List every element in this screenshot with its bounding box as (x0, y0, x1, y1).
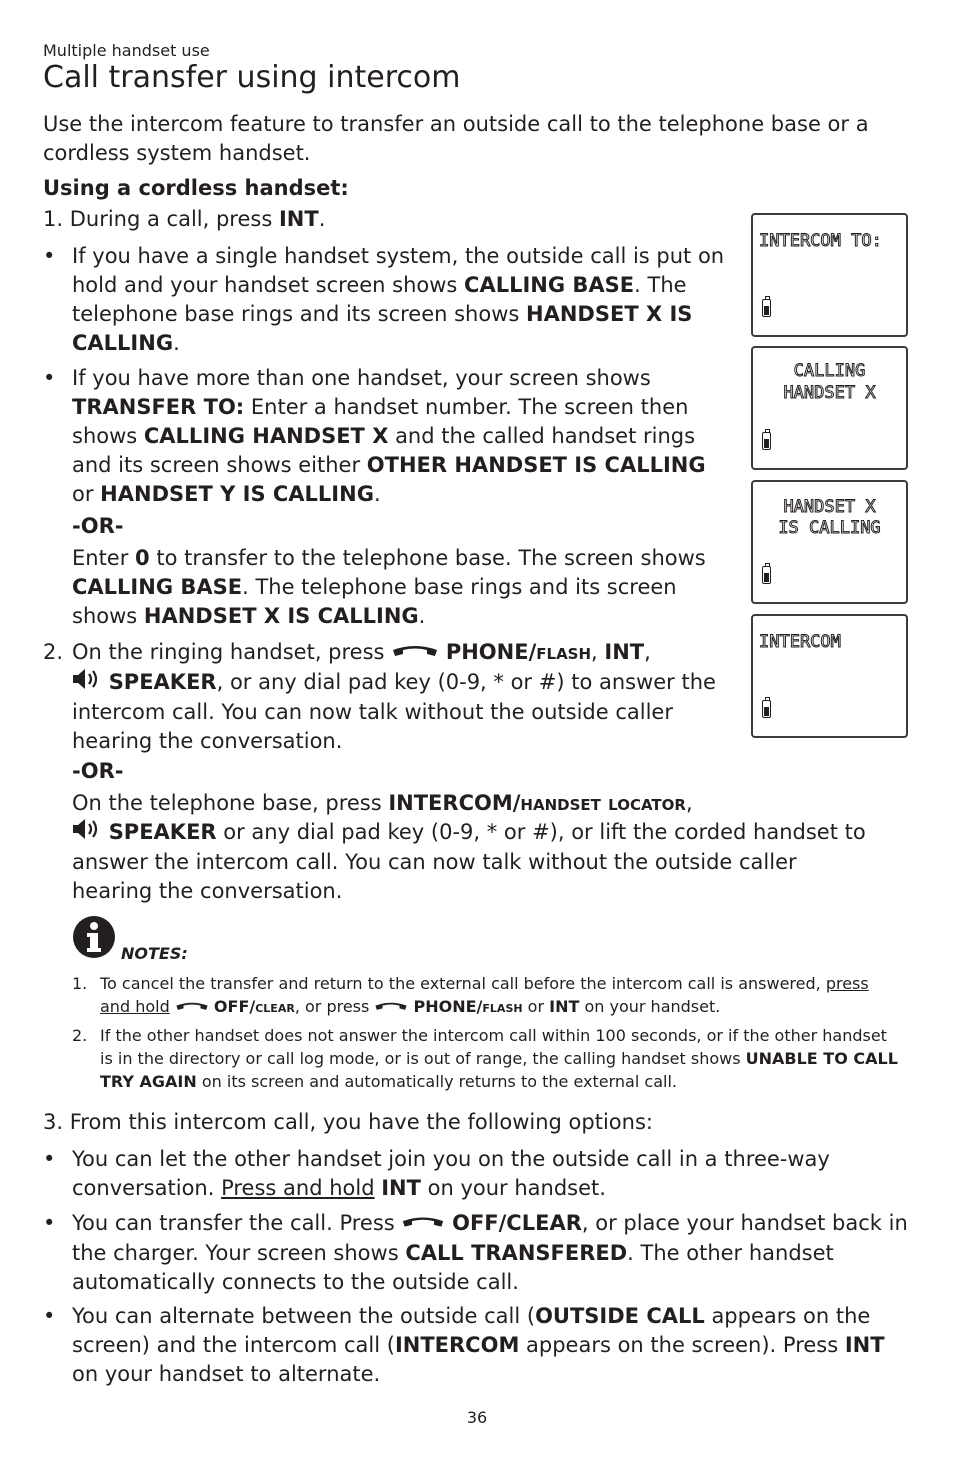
battery-icon (762, 700, 771, 718)
option-2: You can transfer the call. Press OFF/CLEAR, or place your handset back in the charger. Your screen shows CALL TRANSFERED. The other handset automatically connects to the outside call. (72, 1211, 908, 1294)
battery-icon (762, 566, 771, 584)
handset-screen-handset-calling (751, 480, 908, 604)
bullet-1: If you have a single handset system, the outside call is put on hold and your handset screen shows CALLING BASE. The telephone base rings and its screen shows HANDSET X IS CALLING. (72, 244, 725, 355)
screen-line-2: IS CALLING (778, 518, 881, 538)
screen-line-1: CALLING (793, 361, 866, 381)
or-separator: -OR- (72, 759, 124, 783)
phone-handset-icon (401, 1210, 445, 1239)
base-paragraph: On the telephone base, press INTERCOM/handset locator, SPEAKER or any dial pad key (0-9, * or #), or lift the corded handset to answer the intercom call. You can now talk without the outside caller hearing the conversation. (72, 791, 866, 903)
handset-screen-intercom (751, 614, 908, 738)
page-number: 36 (466, 1408, 488, 1427)
step-3: 3. From this intercom call, you have the following options: (43, 1110, 653, 1134)
phone-handset-icon (374, 996, 408, 1019)
screen-line-1: INTERCOM TO: (759, 231, 882, 251)
step-2: On the ringing handset, press PHONE/flash, INT, SPEAKER, or any dial pad key (0-9, * or #) to answer the intercom call. You can now talk without the outside caller hearing the conversation. (72, 640, 716, 753)
screen-line-2: HANDSET X (783, 383, 876, 403)
note-1-number: 1. (72, 974, 88, 993)
phone-handset-icon (175, 996, 209, 1019)
battery-icon (762, 299, 771, 317)
notes-label: NOTES: (121, 944, 188, 963)
bullet-marker: • (43, 1211, 56, 1235)
bullet-marker: • (43, 1147, 56, 1171)
bullet-marker: • (43, 244, 56, 268)
note-2-number: 2. (72, 1026, 88, 1045)
speaker-icon (72, 668, 102, 698)
section-label: Multiple handset use (43, 41, 210, 60)
speaker-icon (72, 818, 102, 848)
step-2-number: 2. (43, 640, 64, 664)
screen-line-1: HANDSET X (783, 497, 876, 517)
or-separator: -OR- (72, 514, 124, 538)
phone-handset-icon (391, 639, 439, 668)
option-3: You can alternate between the outside call (OUTSIDE CALL appears on the screen) and the intercom call (INTERCOM appears on the screen). Press INT on your handset to alternate. (72, 1304, 885, 1386)
info-icon (72, 915, 116, 963)
note-1: To cancel the transfer and return to the external call before the intercom call is answered, press and hold OFF/clear, or press PHONE/flash or INT on your handset. (100, 972, 900, 1019)
subheading: Using a cordless handset: (43, 176, 349, 200)
intro-paragraph: Use the intercom feature to transfer an outside call to the telephone base or a cordless system handset. (43, 112, 869, 165)
page-title: Call transfer using intercom (43, 60, 461, 95)
enter-zero-paragraph: Enter 0 to transfer to the telephone base. The screen shows CALLING BASE. The telephone base rings and its screen shows HANDSET X IS CALLING. (72, 546, 706, 628)
note-2: If the other handset does not answer the intercom call within 100 seconds, or if the other handset is in the directory or call log mode, or is out of range, the calling handset shows UNABLE TO CALL TRY AGAIN on its screen and automatically returns to the external call. (100, 1026, 898, 1091)
screen-line-1: INTERCOM (759, 632, 841, 652)
option-1: You can let the other handset join you on the outside call in a three-way conversation. Press and hold INT on your handset. (72, 1147, 830, 1200)
bullet-2: If you have more than one handset, your screen shows TRANSFER TO: Enter a handset number. The screen then shows CALLING HANDSET X and the called handset rings and its screen shows either OTHER HANDSET IS CALLING or HANDSET Y IS CALLING. (72, 366, 706, 506)
bullet-marker: • (43, 366, 56, 390)
handset-screen-calling-handset (751, 346, 908, 470)
handset-screen-intercom-to (751, 213, 908, 337)
bullet-marker: • (43, 1304, 56, 1328)
battery-icon (762, 432, 771, 450)
step-1: 1. During a call, press INT. (43, 207, 326, 231)
